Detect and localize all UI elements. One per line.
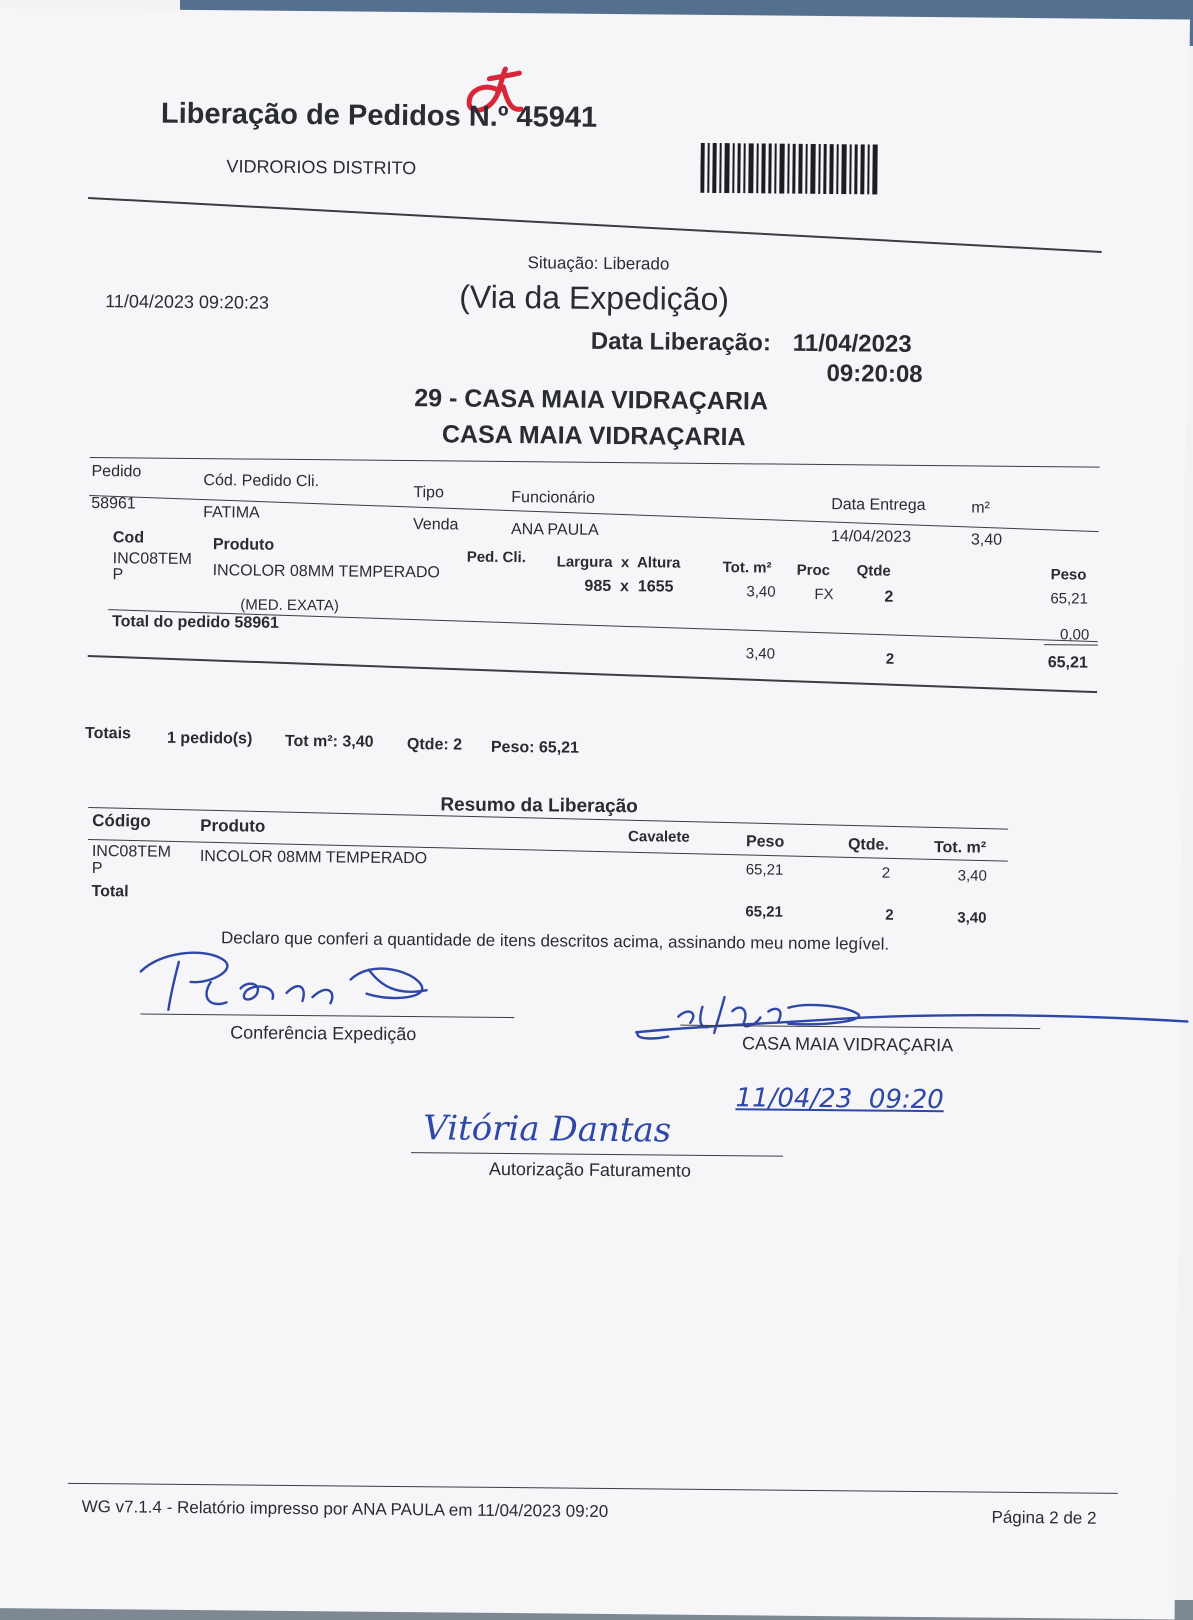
- order-total-peso: 65,21: [1047, 654, 1088, 672]
- order-data-entrega: 14/04/2023: [830, 528, 912, 546]
- item-cod-line1: INC08TEM: [112, 550, 192, 568]
- order-funcionario: ANA PAULA: [510, 521, 599, 539]
- signature-conferencia: [130, 937, 451, 1020]
- header-divider: [88, 197, 1102, 253]
- totais-label: Totais: [84, 724, 132, 743]
- release-date: 11/04/2023: [792, 329, 912, 358]
- item-peso: 65,21: [1050, 590, 1089, 608]
- item-col-tot-m2: Tot. m²: [722, 559, 772, 577]
- resumo-tot-m2: 3,40: [957, 867, 987, 885]
- client-signature-label: CASA MAIA VIDRAÇARIA: [742, 1033, 954, 1056]
- autorizacao-handwritten-name: Vitória Dantas: [423, 1108, 672, 1151]
- resumo-col-codigo: Código: [92, 811, 151, 831]
- item-produto: INCOLOR 08MM TEMPERADO: [212, 562, 440, 582]
- col-data-entrega: Data Entrega: [831, 496, 926, 515]
- resumo-col-cavalete: Cavalete: [627, 828, 690, 846]
- resumo-total-peso: 65,21: [745, 903, 783, 921]
- resumo-col-qtde: Qtde.: [847, 836, 889, 854]
- col-funcionario: Funcionário: [511, 489, 596, 507]
- client-name: 29 - CASA MAIA VIDRAÇARIA: [414, 384, 769, 416]
- col-m2: m²: [971, 499, 990, 517]
- item-qtde: 2: [884, 588, 894, 606]
- order-pedido: 58961: [91, 494, 136, 513]
- col-tipo: Tipo: [413, 484, 444, 502]
- item-col-produto: Produto: [212, 536, 275, 554]
- resumo-total-tot-m2: 3,40: [957, 909, 987, 927]
- extra-peso: 0,00: [1059, 626, 1090, 644]
- item-tot-m2: 3,40: [746, 583, 776, 601]
- resumo-total-qtde: 2: [885, 906, 894, 924]
- totais-qtde: Qtde: 2: [406, 736, 463, 754]
- resumo-col-tot-m2: Tot. m²: [933, 839, 987, 857]
- page-title: Liberação de Pedidos N.º 45941: [160, 97, 598, 134]
- resumo-codigo-line1: INC08TEM: [91, 843, 172, 861]
- footer-rule: [68, 1483, 1118, 1494]
- copy-type: (Via da Expedição): [459, 278, 730, 318]
- order-total-label: Total do pedido 58961: [112, 613, 280, 632]
- order-total-m2: 3,40: [745, 645, 776, 663]
- document-sheet: [0, 8, 1190, 1619]
- resumo-peso: 65,21: [745, 861, 784, 879]
- item-col-proc: Proc: [796, 561, 831, 580]
- item-proc: FX: [814, 585, 834, 604]
- footer-report-info: WG v7.1.4 - Relatório impresso por ANA PAULA em 11/04/2023 09:20: [81, 1496, 609, 1522]
- company-name: VIDRORIOS DISTRITO: [226, 156, 417, 179]
- item-col-cod: Cod: [112, 529, 145, 547]
- status-label: Situação: Liberado: [527, 253, 670, 274]
- item-col-largura-altura: Largura x Altura: [556, 553, 681, 572]
- item-obs: (MED. EXATA): [240, 596, 339, 615]
- totais-pedidos: 1 pedido(s): [166, 729, 253, 748]
- order-cod-cli: FATIMA: [203, 504, 260, 522]
- barcode: [700, 143, 880, 195]
- order-table-top-rule: [90, 457, 1100, 468]
- resumo-total-label: Total: [91, 883, 129, 901]
- release-date-label: Data Liberação:: [590, 327, 772, 357]
- declaration-text: Declaro que conferi a quantidade de itens descritos acima, assinando meu nome legível.: [220, 928, 890, 954]
- resumo-qtde: 2: [881, 864, 891, 882]
- item-cod-line2: P: [112, 566, 124, 584]
- release-time: 09:20:08: [826, 360, 923, 388]
- item-largura-altura: 985 x 1655: [584, 577, 674, 596]
- totais-peso: Peso: 65,21: [490, 738, 580, 757]
- col-cod-pedido-cli: Cód. Pedido Cli.: [203, 472, 320, 491]
- order-total-qtde: 2: [885, 650, 895, 668]
- order-tipo: Venda: [412, 516, 459, 534]
- client-trade-name: CASA MAIA VIDRAÇARIA: [441, 420, 746, 452]
- totais-m2: Tot m²: 3,40: [284, 732, 374, 751]
- item-col-peso: Peso: [1050, 566, 1087, 584]
- order-m2: 3,40: [970, 531, 1003, 549]
- resumo-produto: INCOLOR 08MM TEMPERADO: [199, 848, 428, 868]
- handwritten-date: 11/04/23 09:20: [735, 1083, 944, 1116]
- resumo-col-produto: Produto: [200, 816, 266, 836]
- item-col-qtde: Qtde: [856, 562, 891, 580]
- conferencia-label: Conferência Expedição: [230, 1022, 417, 1045]
- autorizacao-label: Autorização Faturamento: [488, 1158, 692, 1181]
- order-table-bottom-rule: [88, 655, 1097, 693]
- col-pedido: Pedido: [91, 462, 142, 481]
- total-rule: [1044, 644, 1098, 646]
- resumo-col-peso: Peso: [745, 833, 785, 851]
- print-timestamp: 11/04/2023 09:20:23: [105, 291, 270, 313]
- resumo-codigo-line2: P: [91, 860, 103, 878]
- footer-page-number: Página 2 de 2: [991, 1507, 1097, 1528]
- resumo-title: Resumo da Liberação: [440, 794, 638, 818]
- item-cod: [112, 551, 191, 584]
- resumo-codigo: [92, 843, 171, 878]
- item-col-ped-cli: Ped. Cli.: [466, 548, 527, 567]
- autorizacao-signature-line: [411, 1152, 783, 1157]
